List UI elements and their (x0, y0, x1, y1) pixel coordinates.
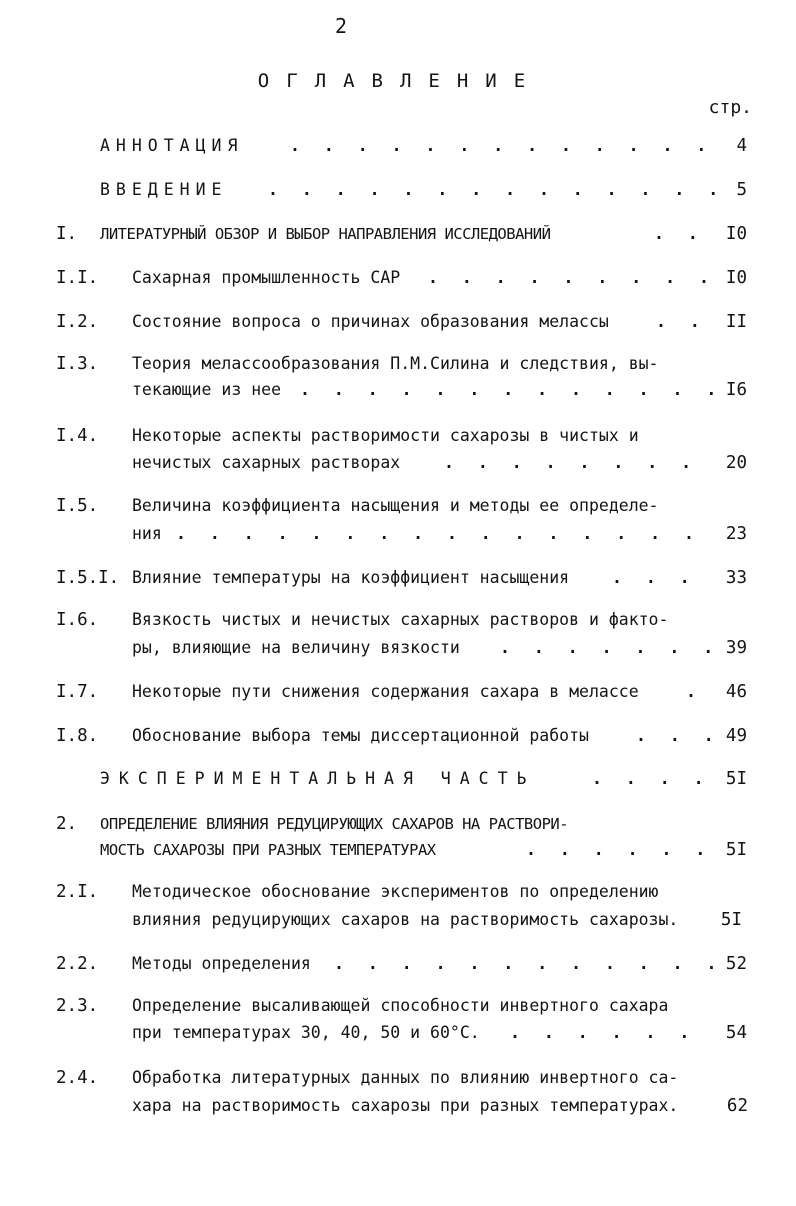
entry-number: I.5. (56, 496, 99, 516)
entry-number: I.8. (56, 726, 99, 746)
entry-title-line-2: ния (132, 524, 162, 543)
entry-number: I. (56, 224, 78, 244)
entry-page: 5I (720, 910, 742, 930)
entry-number: I.I. (56, 268, 99, 288)
leader-dots (428, 266, 716, 290)
entry-page: 62 (726, 1096, 748, 1116)
leader-dots (526, 838, 716, 862)
leader-dots (500, 636, 716, 660)
entry-page: 52 (725, 954, 747, 974)
entry-title-line-2: МОСТЬ САХАРОЗЫ ПРИ РАЗНЫХ ТЕМПЕРАТУРАХ (100, 841, 436, 859)
entry-page: I0 (725, 268, 747, 288)
leader-dots (686, 680, 708, 704)
entry-page: 23 (725, 524, 747, 544)
leader-dots (176, 522, 716, 546)
leader-dots (612, 566, 716, 590)
entry-page: 49 (725, 726, 747, 746)
entry-page: I0 (725, 224, 747, 244)
entry-title-line-1: Методическое обоснование экспериментов по определению (132, 882, 659, 901)
entry-title: Влияние температуры на коэффициент насыщения (132, 568, 570, 587)
page-number: 2 (335, 14, 348, 38)
entry-page: 5 (736, 180, 747, 200)
entry-page: I6 (725, 380, 747, 400)
entry-page: 39 (725, 638, 747, 658)
entry-title-line-1: Обработка литературных данных по влиянию инвертного са- (132, 1068, 679, 1087)
entry-title-line-1: Некоторые аспекты растворимости сахарозы в чистых и (132, 426, 639, 445)
entry-page: 46 (725, 682, 747, 702)
entry-number: I.3. (56, 354, 99, 374)
leader-dots (290, 134, 725, 158)
entry-title-line-2: текающие из нее (132, 380, 282, 399)
leader-dots (268, 178, 725, 202)
entry-number: I.2. (56, 312, 99, 332)
entry-title-line-2: при температурах 30, 40, 50 и 60°С. (132, 1023, 480, 1042)
entry-title-line-1: Вязкость чистых и нечистых сахарных растворов и факто- (132, 610, 669, 629)
entry-number: 2.2. (56, 954, 99, 974)
entry-page: II (725, 312, 747, 332)
leader-dots (510, 1021, 716, 1045)
entry-title: Некоторые пути снижения содержания сахара в мелассе (132, 682, 639, 701)
entry-title: АННОТАЦИЯ (100, 136, 244, 155)
entry-number: I.4. (56, 426, 99, 446)
entry-number: I.5.I. (56, 568, 120, 588)
entry-title-line-2: нечистых сахарных растворах (132, 453, 401, 472)
entry-page: 4 (736, 136, 747, 156)
leader-dots (654, 222, 716, 246)
entry-title-line-1: Величина коэффициента насыщения и методы ее определе- (132, 496, 659, 515)
entry-title: Методы определения (132, 954, 311, 973)
entry-page: 5I (725, 840, 747, 860)
leader-dots (334, 952, 716, 976)
entry-title: Состояние вопроса о причинах образования мелассы (132, 312, 609, 331)
leader-dots (656, 310, 716, 334)
entry-page: 20 (725, 453, 747, 473)
entry-title: ЛИТЕРАТУРНЫЙ ОБЗОР И ВЫБОР НАПРАВЛЕНИЯ ИССЛЕДОВАНИЙ (100, 225, 551, 243)
leader-dots (592, 767, 716, 791)
entry-number: I.7. (56, 682, 99, 702)
entry-page: 5I (725, 769, 747, 789)
entry-title: ЭКСПЕРИМЕНТАЛЬНАЯ ЧАСТЬ (100, 769, 536, 788)
entry-number: 2.3. (56, 996, 99, 1016)
entry-title: ВВЕДЕНИЕ (100, 180, 228, 199)
entry-number: 2. (56, 814, 78, 834)
leader-dots (636, 724, 716, 748)
entry-number: 2.4. (56, 1068, 99, 1088)
entry-page: 33 (725, 568, 747, 588)
entry-title-line-1: ОПРЕДЕЛЕНИЕ ВЛИЯНИЯ РЕДУЦИРУЮЩИХ САХАРОВ НА РАСТВОРИ- (100, 815, 569, 833)
entry-title: Обоснование выбора темы диссертационной работы (132, 726, 589, 745)
entry-number: I.6. (56, 610, 99, 630)
entry-number: 2.I. (56, 882, 99, 902)
entry-title-line-2: влияния редуцирующих сахаров на растворимость сахарозы. (132, 910, 679, 929)
page-column-label: стр. (708, 97, 752, 118)
entry-title: Сахарная промышленность САР (132, 268, 401, 287)
entry-title-line-2: хара на растворимость сахарозы при разных температурах. (132, 1096, 679, 1115)
leader-dots (444, 451, 716, 475)
toc-title: ОГЛАВЛЕНИЕ (257, 70, 543, 92)
entry-title-line-2: ры, влияющие на величину вязкости (132, 638, 460, 657)
entry-title-line-1: Определение высаливающей способности инвертного сахара (132, 996, 669, 1015)
leader-dots (300, 378, 716, 402)
entry-title-line-1: Теория мелассообразования П.М.Силина и следствия, вы- (132, 354, 659, 373)
entry-page: 54 (725, 1023, 747, 1043)
